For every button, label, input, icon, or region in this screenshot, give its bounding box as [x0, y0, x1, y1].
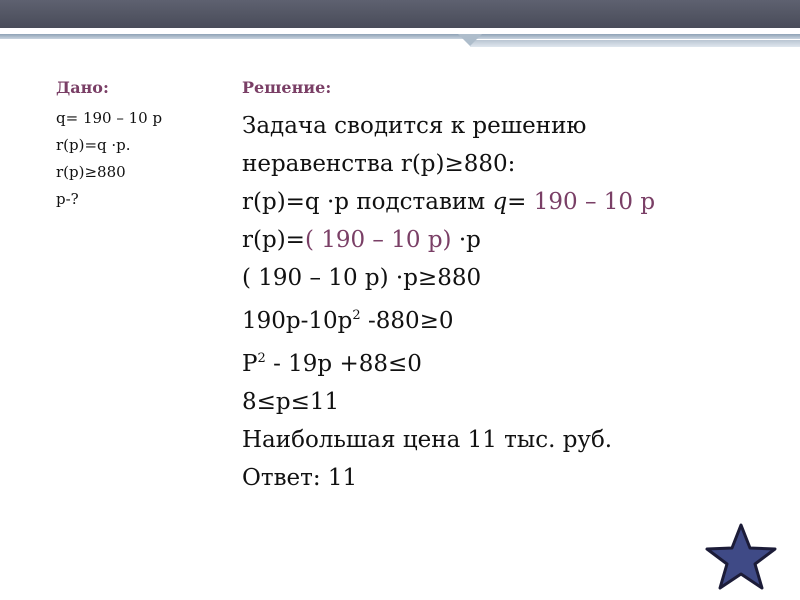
solution-line-4 — [242, 221, 655, 259]
given-line-1: q= 190 – 10 p — [56, 109, 163, 127]
quadratic-sup: 2 — [352, 308, 361, 323]
solution-title: Решение: — [242, 78, 332, 97]
revenue-tail: ·p — [451, 227, 481, 253]
reduced-b: - 19p +88≤0 — [265, 351, 422, 377]
top-decor-band — [0, 0, 800, 28]
given-section — [56, 78, 162, 217]
solution-line-7 — [242, 340, 655, 383]
solution-line-3 — [242, 183, 655, 221]
star-nav-button[interactable] — [704, 522, 778, 592]
revenue-expr: ( 190 – 10 p) — [304, 227, 452, 253]
quadratic-a: 190p-10p — [242, 308, 353, 334]
substitution-text: r(p)=q ·p подставим — [242, 189, 493, 215]
solution-line-8: 8≤p≤11 — [242, 389, 340, 415]
given-line-2: r(p)=q ·p. — [56, 136, 131, 154]
solution-line-9: Наибольшая цена 11 тыс. руб. — [242, 427, 613, 453]
given-line-4: p-? — [56, 190, 79, 208]
substitution-q: q= — [492, 189, 534, 215]
decor-notch — [458, 34, 482, 46]
solution-line-5: ( 190 – 10 p) ·p≥880 — [242, 265, 482, 291]
solution-line-10: Ответ: 11 — [242, 465, 358, 491]
substitution-expr: 190 – 10 p — [533, 189, 656, 215]
solution-line-1: Задача сводится к решению — [242, 113, 587, 139]
revenue-lhs: r(p)= — [242, 227, 305, 253]
solution-line-6 — [242, 297, 655, 340]
reduced-sup: 2 — [257, 351, 266, 366]
decor-stripe-right — [470, 40, 800, 47]
solution-section — [242, 78, 655, 497]
quadratic-b: -880≥0 — [360, 308, 454, 334]
given-title: Дано: — [56, 78, 109, 97]
star-icon — [704, 522, 778, 592]
reduced-a: P — [242, 351, 258, 377]
solution-line-2: неравенства r(p)≥880: — [242, 151, 516, 177]
decor-stripe — [0, 34, 800, 39]
given-line-3: r(p)≥880 — [56, 163, 126, 181]
